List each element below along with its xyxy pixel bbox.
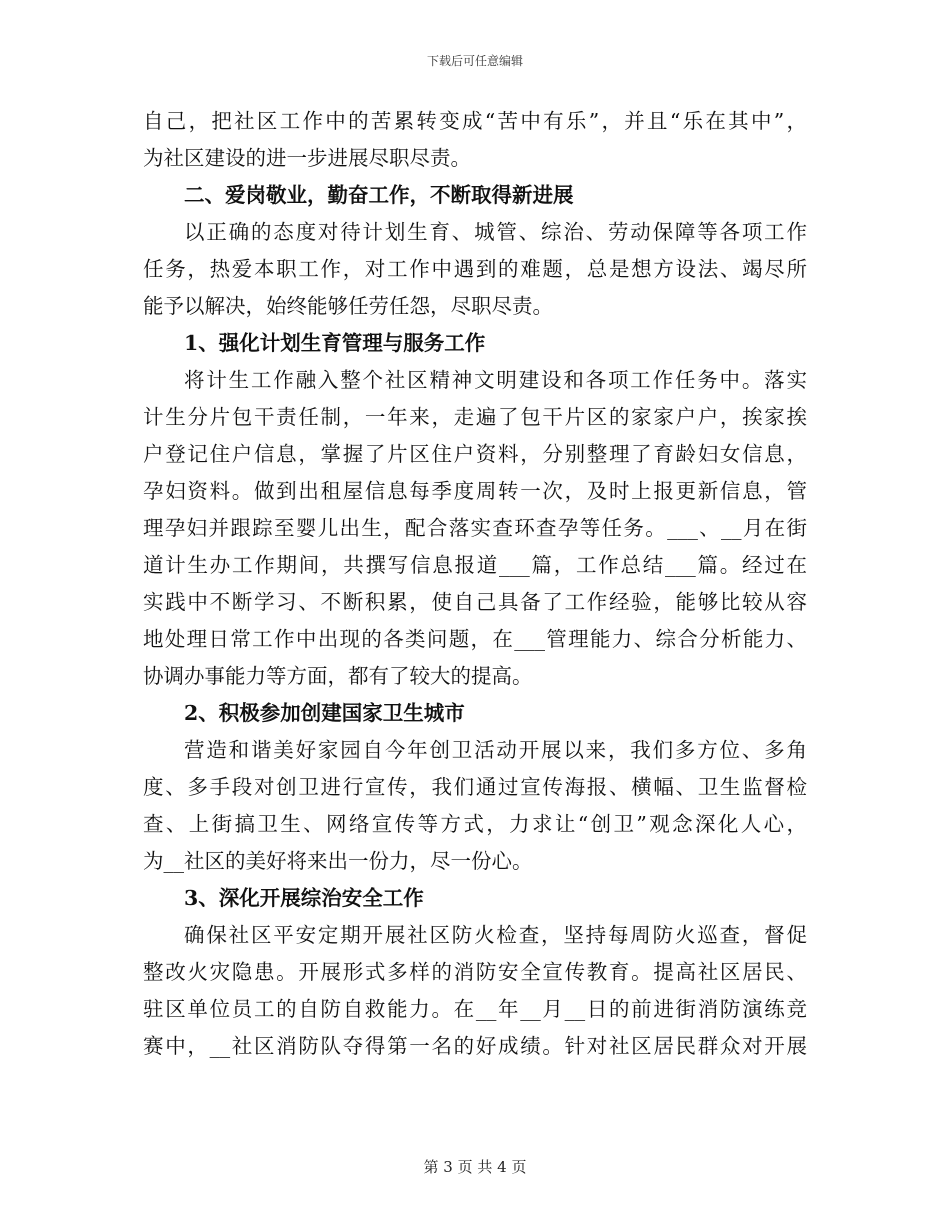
paragraph-line: 实践中不断学习、不断积累，使自己具备了工作经验，能够比较从容 [143, 590, 807, 614]
section-heading: 1、强化计划生育管理与服务工作 [184, 331, 486, 355]
paragraph-line: 地处理日常工作中出现的各类问题，在___管理能力、综合分析能力、 [143, 627, 807, 651]
paragraph-line: 道计生办工作期间，共撰写信息报道___篇，工作总结___篇。经过在 [143, 553, 807, 577]
page-header: 下载后可任意编辑 [426, 54, 523, 68]
paragraph-line: 自己，把社区工作中的苦累转变成“苦中有乐”，并且“乐在其中”， [143, 109, 807, 133]
paragraph-line: 能予以解决，始终能够任劳任怨，尽职尽责。 [143, 294, 553, 318]
paragraph-line: 赛中，__社区消防队夺得第一名的好成绩。针对社区居民群众对开展 [143, 1034, 807, 1058]
paragraph-line: 驻区单位员工的自防自救能力。在__年__月__日的前进街消防演练竞 [143, 997, 807, 1021]
section-heading: 2、积极参加创建国家卫生城市 [184, 701, 465, 725]
document-body [143, 103, 807, 1065]
paragraph-line: 户登记住户信息，掌握了片区住户资料，分别整理了育龄妇女信息， [143, 442, 807, 466]
section-heading: 3、深化开展综治安全工作 [184, 886, 424, 910]
paragraph-line: 确保社区平安定期开展社区防火检查，坚持每周防火巡查，督促 [184, 923, 807, 947]
paragraph-line: 查、上街搞卫生、网络宣传等方式，力求让“创卫”观念深化人心， [143, 812, 807, 836]
paragraph-line: 计生分片包干责任制，一年来，走遍了包干片区的家家户户，挨家挨 [143, 405, 807, 429]
paragraph-line: 营造和谐美好家园自今年创卫活动开展以来，我们多方位、多角 [184, 738, 807, 762]
paragraph-line: 以正确的态度对待计划生育、城管、综治、劳动保障等各项工作 [184, 220, 807, 244]
paragraph-line: 整改火灾隐患。开展形式多样的消防安全宣传教育。提高社区居民、 [143, 960, 807, 984]
paragraph-line: 为__社区的美好将来出一份力，尽一份心。 [143, 849, 533, 873]
paragraph-line: 度、多手段对创卫进行宣传，我们通过宣传海报、横幅、卫生监督检 [143, 775, 807, 799]
paragraph-line: 将计生工作融入整个社区精神文明建设和各项工作任务中。落实 [184, 368, 807, 392]
page-number-footer: 第 3 页 共 4 页 [423, 1158, 527, 1176]
section-heading: 二、爱岗敬业，勤奋工作，不断取得新进展 [184, 183, 574, 207]
paragraph-line: 任务，热爱本职工作，对工作中遇到的难题，总是想方设法、竭尽所 [143, 257, 807, 281]
paragraph-line: 协调办事能力等方面，都有了较大的提高。 [143, 664, 533, 688]
paragraph-line: 为社区建设的进一步进展尽职尽责。 [143, 146, 471, 170]
paragraph-line: 孕妇资料。做到出租屋信息每季度周转一次，及时上报更新信息，管 [143, 479, 807, 503]
paragraph-line: 理孕妇并跟踪至婴儿出生，配合落实查环查孕等任务。___、__月在街 [143, 516, 807, 540]
